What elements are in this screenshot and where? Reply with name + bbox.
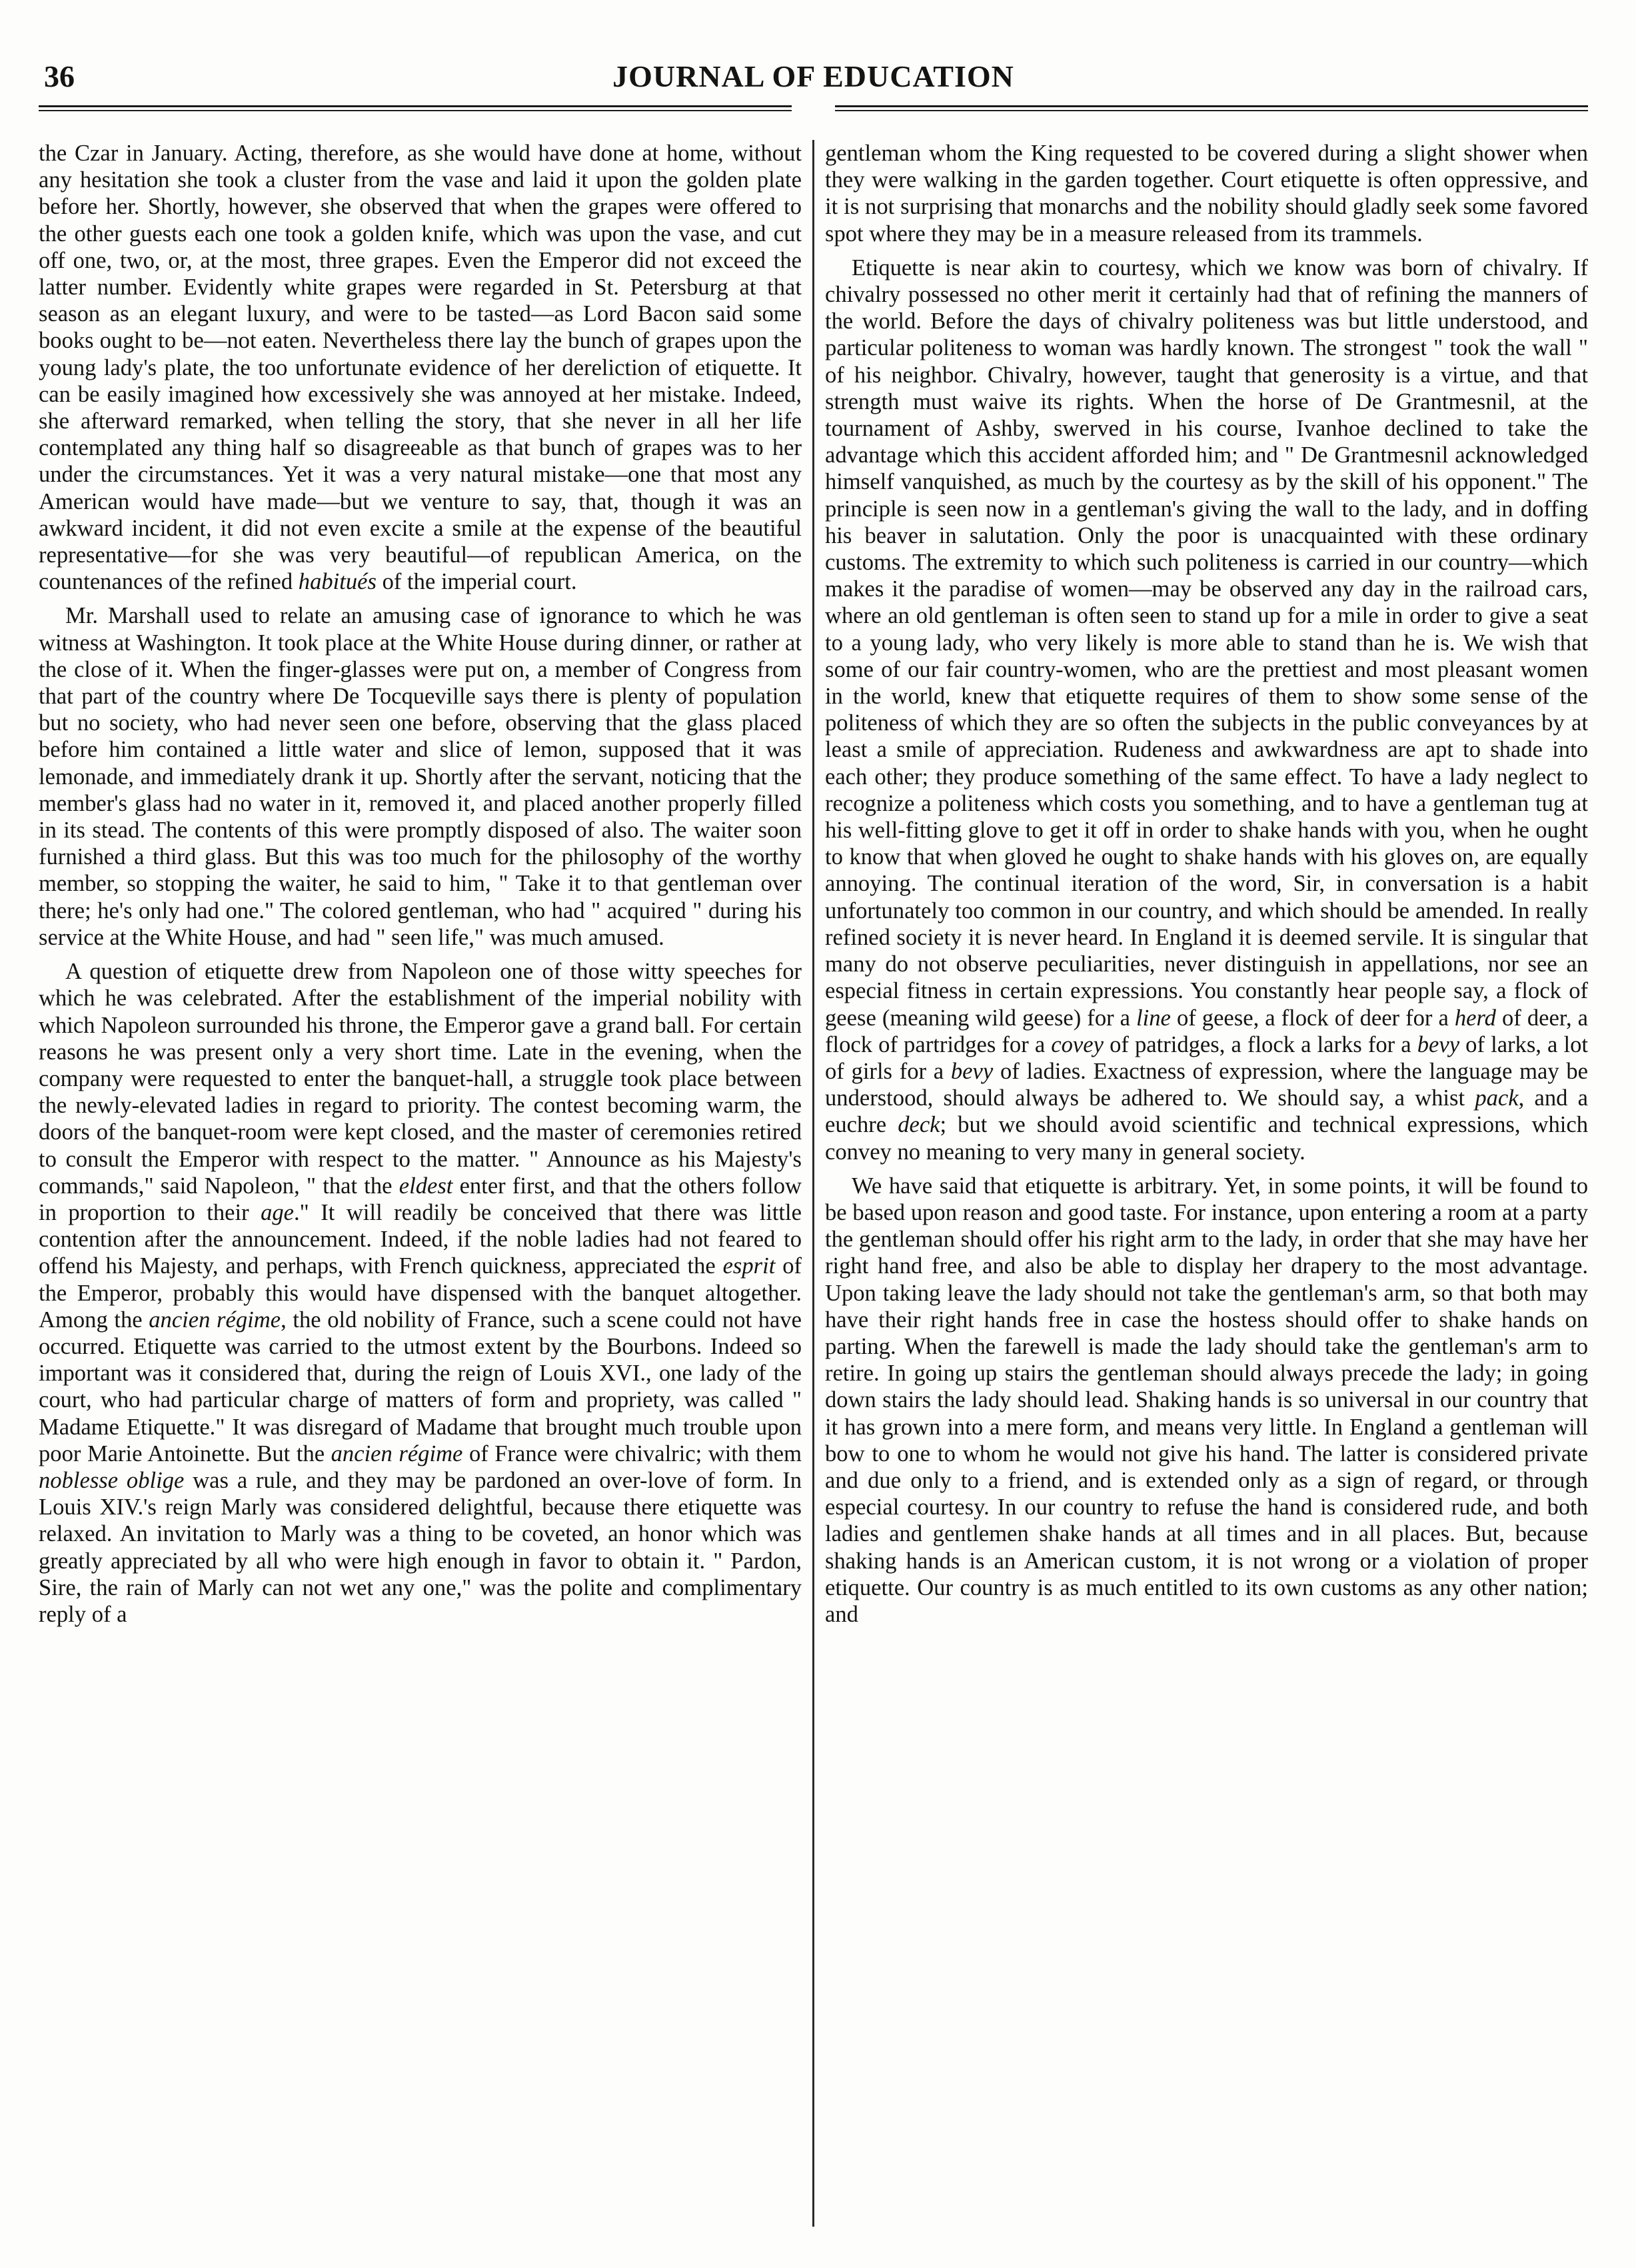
right-column bbox=[825, 140, 1588, 2232]
column-divider bbox=[812, 140, 814, 2227]
journal-page bbox=[39, 59, 1588, 2231]
paragraph: gentleman whom the King requested to be covered during a slight shower when they were walking in the garden together. Court etiquette is often oppressive, and it is not surprising that monarchs and the nobility should gladly seek some favored spot where they may be in a measure released from its trammels. bbox=[825, 141, 1588, 247]
paragraph: We have said that etiquette is arbitrary. Yet, in some points, it will be found to be based upon reason and good taste. For instance, upon entering a room at a party the gentleman should offer his right arm to the lady, in order that she may have her right hand free, and also be able to display her drapery to the most advantage. Upon taking leave the lady should not take the gentleman's arm, so that both may have their right hands free in case the hostess should offer to shake hands on parting. When the farewell is made the lady should take the gentleman's arm to retire. In going up stairs the gentleman should always precede the lady; in going down stairs the lady should lead. Shaking hands is so universal in our country that it has grown into a mere form, and means very little. In England a gentleman will bow to one to whom he would not give his hand. The latter is considered private and due only to a friend, and is extended only as a sign of regard, or through especial courtesy. In our country to refuse the hand is considered rude, and both ladies and gentlemen shake hands at all times and in all places. But, because shaking hands is an American custom, it is not wrong or a violation of proper etiquette. Our country is as much entitled to its own customs as any other nation; and bbox=[825, 1173, 1588, 1627]
paragraph: A question of etiquette drew from Napoleon one of those witty speeches for which he was celebrated. After the establishment of the imperial nobility with which Napoleon surrounded his throne, the Emperor gave a grand ball. For certain reasons he was present only a very short time. Late in the evening, when the company were requested to enter the banquet-hall, a struggle took place between the newly-elevated ladies in regard to priority. The contest becoming warm, the doors of the banquet-room were kept closed, and the master of ceremonies retired to consult the Emperor with respect to the matter. " Announce as his Majesty's commands," said Napoleon, " that the eldest enter first, and that the others follow in proportion to their age." It will readily be conceived that there was little contention after the announcement. Indeed, if the noble ladies had not feared to offend his Majesty, and perhaps, with French quickness, appreciated the esprit of the Emperor, probably this would have dispensed with the banquet altogether. Among the ancien régime, the old nobility of France, such a scene could not have occurred. Etiquette was carried to the utmost extent by the Bourbons. Indeed so important was it considered that, during the reign of Louis XVI., one lady of the court, who had particular charge of matters of form and propriety, was called " Madame Etiquette." It was disregard of Madame that brought much trouble upon poor Marie Antoinette. But the ancien régime of France were chivalric; with them noblesse oblige was a rule, and they may be pardoned an over-love of form. In Louis XIV.'s reign Marly was considered delightful, because there etiquette was relaxed. An invitation to Marly was a thing to be coveted, an honor which was greatly appreciated by all who were high enough in favor to obtain it. " Pardon, Sire, the rain of Marly can not wet any one," was the polite and complimentary reply of a bbox=[39, 959, 802, 1627]
left-column bbox=[39, 140, 802, 2232]
running-head: JOURNAL OF EDUCATION bbox=[612, 59, 1014, 93]
paragraph: Mr. Marshall used to relate an amusing case of ignorance to which he was witness at Washington. It took place at the White House during dinner, or rather at the close of it. When the finger-glasses were put on, a member of Congress from that part of the country where De Tocqueville says there is plenty of population but no society, who had never seen one before, observing that the glass placed before him contained a little water and slice of lemon, supposed that it was lemonade, and immediately drank it up. Shortly after the servant, noticing that the member's glass had no water in it, removed it, and placed another properly filled in its stead. The contents of this were promptly disposed of also. The waiter soon furnished a third glass. But this was too much for the philosophy of the worthy member, so stopping the waiter, he said to him, " Take it to that gentleman over there; he's only had one." The colored gentleman, who had " acquired " during his service at the White House, and had " seen life," was much amused. bbox=[39, 603, 802, 950]
paragraph: the Czar in January. Acting, therefore, as she would have done at home, without any hesitation she took a cluster from the vase and laid it upon the golden plate before her. Shortly, however, she observed that when the grapes were offered to the other guests each one took a golden knife, which was upon the vase, and cut off one, two, or, at the most, three grapes. Even the Emperor did not exceed the latter number. Evidently white grapes were regarded in St. Petersburg at that season as an elegant luxury, and were to be tasted—as Lord Bacon said some books ought to be—not eaten. Nevertheless there lay the bunch of grapes upon the young lady's plate, the too unfortunate evidence of her dereliction of etiquette. It can be easily imagined how excessively she was annoyed at her mistake. Indeed, she afterward remarked, when telling the story, that she never in all her life contemplated any thing half so disagreeable as that bunch of grapes was to her under the circumstances. Yet it was a very natural mistake—one that most any American would have made—but we venture to say, that, though it was an awkward incident, it did not even excite a smile at the expense of the beautiful representative—for she was very beautiful—of republican America, on the countenances of the refined habitués of the imperial court. bbox=[39, 141, 802, 595]
paragraph: Etiquette is near akin to courtesy, which we know was born of chivalry. If chivalry possessed no other merit it certainly had that of refining the manners of the world. Before the days of chivalry politeness was but little understood, and particular politeness to woman was hardly known. The strongest " took the wall " of his neighbor. Chivalry, however, taught that generosity is a virtue, and that strength must waive its rights. When the horse of De Grantmesnil, at the tournament of Ashby, swerved in his course, Ivanhoe declined to take the advantage which this accident afforded him; and " De Grantmesnil acknowledged himself vanquished, as much by the courtesy as by the skill of his opponent." The principle is seen now in a gentleman's giving the wall to the lady, and in doffing his beaver in salutation. Only the poor is unacquainted with these ordinary customs. The extremity to which such politeness is carried in our country—which makes it the paradise of women—may be observed any day in the railroad cars, where an old gentleman is often seen to stand up for a mile in order to give a seat to a young lady, who very likely is more able to stand than he is. We wish that some of our fair country-women, who are the prettiest and most pleasant women in the world, knew that etiquette requires of them to show some sense of the politeness of which they are so often the subjects in the public conveyances by at least a smile of appreciation. Rudeness and awkwardness are apt to shade into each other; they produce something of the same effect. To have a lady neglect to recognize a politeness which costs you something, and to have a gentleman tug at his well-fitting glove to get it off in order to shake hands with you, when he ought to know that when gloved he ought to shake hands with his gloves on, are equally annoying. The continual iteration of the word, Sir, in conversation is a habit unfortunately too common in our country, and which should be amended. In really refined society it is never heard. In England it is deemed servile. It is singular that many do not observe peculiarities, never distinguish in appellations, nor see an especial fitness in certain expressions. You constantly hear people say, a flock of geese (meaning wild geese) for a line of geese, a flock of deer for a herd of deer, a flock of partridges for a covey of patridges, a flock a larks for a bevy of larks, a lot of girls for a bevy of ladies. Exactness of expression, where the language may be understood, should always be adhered to. We should say, a whist pack, and a euchre deck; but we should avoid scientific and technical expressions, which convey no meaning to very many in general society. bbox=[825, 255, 1588, 1165]
text-columns bbox=[39, 140, 1588, 2232]
page-number: 36 bbox=[44, 59, 75, 93]
header-rule-right bbox=[835, 105, 1588, 113]
page-header bbox=[39, 59, 1588, 100]
header-rule-left bbox=[39, 105, 792, 113]
